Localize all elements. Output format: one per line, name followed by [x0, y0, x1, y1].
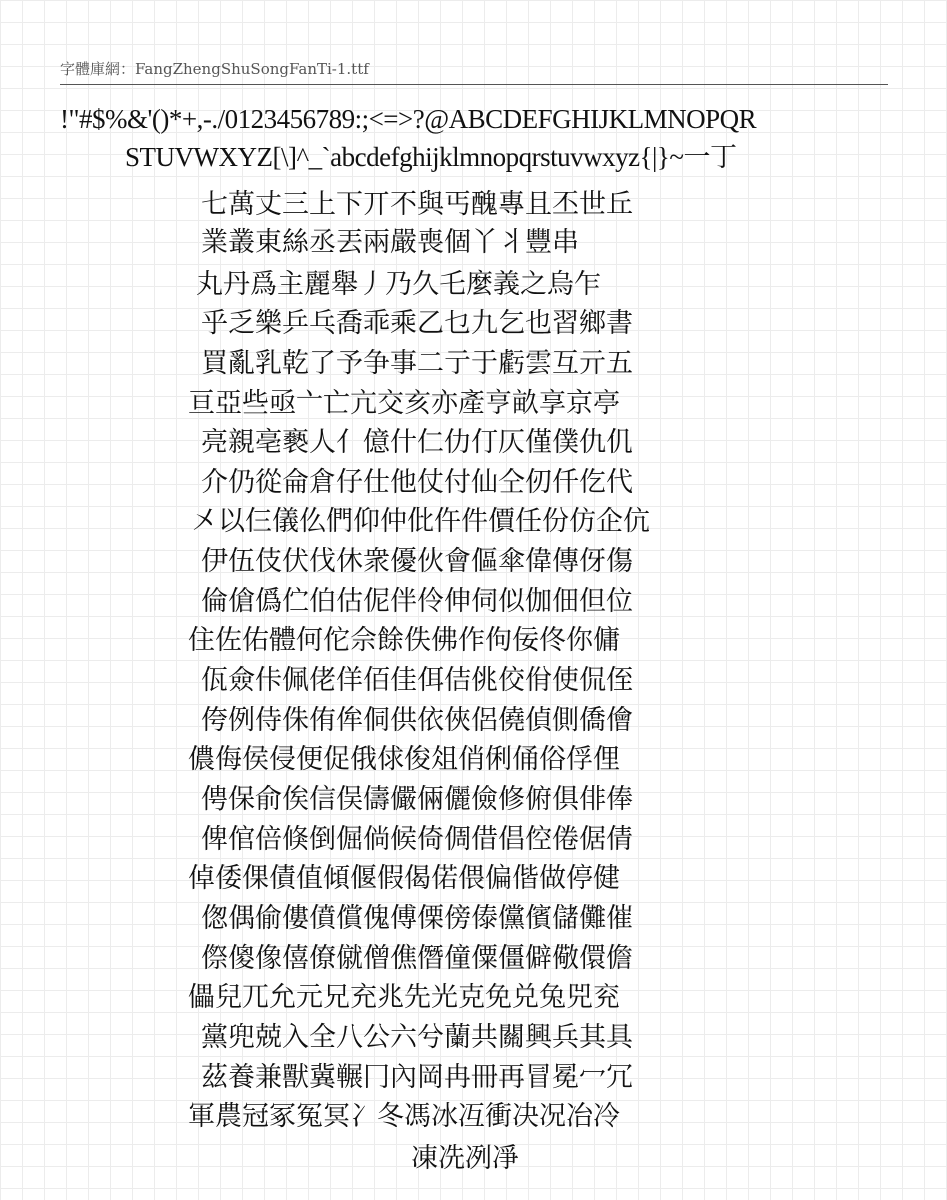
glyph-line-24: 黨兜兢入全八公六兮蘭共關興兵其具: [201, 1022, 633, 1053]
glyph-line-22: 傺傻像僖僚僦僧僬僭僮僳僵僻儆儇儋: [201, 943, 633, 974]
glyph-line-13: 倫傖僞伫伯估伲伴伶伸伺似伽佃但位: [201, 586, 633, 617]
glyph-line-21: 偬偶偷僂僨償傀傅傈傍傣儻儐儲儺催: [201, 903, 633, 934]
glyph-line-7: 買亂乳乾了予争事二亍于虧雲互亓五: [201, 348, 633, 379]
glyph-line-4: 業叢東絲丞丟兩嚴喪個丫丬豐串: [201, 227, 579, 258]
glyph-line-17: 儂侮侯侵便促俄俅俊俎俏俐俑俗俘俚: [188, 744, 620, 775]
glyph-line-26: 軍農冠冢冤冥冫冬馮冰冱衝决况冶冷: [188, 1101, 620, 1132]
glyph-line-15: 佤僉佧佩佬佯佰佳佴佶佻佼佾使侃侄: [201, 665, 633, 696]
glyph-line-2: STUVWXYZ[\]^_`abcdefghijklmnopqrstuvwxyz{|}~一丁: [125, 142, 737, 172]
glyph-line-27: 凍冼冽凈: [411, 1143, 519, 1174]
glyph-line-5: 丸丹爲主麗舉丿乃久乇麼義之烏乍: [196, 269, 601, 300]
glyph-line-20: 倬倭倮債值傾偃假偈偌偎偏偕做停健: [188, 863, 620, 894]
glyph-line-11: 㐅以仨儀仫們仰仲仳仵件價任份仿企伉: [191, 506, 650, 537]
glyph-line-25: 茲養兼獸冀冁冂內岡冉冊再冒冕冖冗: [201, 1062, 633, 1093]
glyph-line-12: 伊伍伎伏伐休衆優伙會傴傘偉傳伢傷: [201, 546, 633, 577]
glyph-line-19: 俾倌倍倏倒倔倘候倚倜借倡倥倦倨倩: [201, 824, 633, 855]
page-header: 字體庫網：FangZhengShuSongFanTi-1.ttf: [60, 60, 369, 78]
glyph-line-1: !"#$%&'()*+,-./0123456789:;<=>?@ABCDEFGHIJKLMNOPQR: [60, 104, 757, 134]
glyph-line-8: 亘亞些亟亠亡亢交亥亦產亨畝享京亭: [188, 388, 620, 419]
glyph-line-16: 侉例侍侏侑侔侗供依俠侶僥偵側僑儈: [201, 705, 633, 736]
glyph-line-23: 儡兒兀允元兄充兆先光克免兑兔兕兖: [188, 982, 620, 1013]
glyph-line-14: 住佐佑體何佗佘餘佚佛作佝佞佟你傭: [188, 625, 620, 656]
glyph-line-3: 七萬丈三上下丌不與丐醜專且丕世丘: [201, 189, 633, 220]
glyph-line-10: 介仍從侖倉仔仕他仗付仙仝仞仟仡代: [201, 467, 633, 498]
glyph-line-6: 乎乏樂乒乓喬乖乘乙乜九乞也習鄉書: [201, 308, 633, 339]
glyph-line-18: 俜保俞俟信俣儔儼倆儷儉修俯俱俳俸: [201, 784, 633, 815]
glyph-line-9: 亮親亳褻人亻億什仁仂仃仄僅僕仇仉: [201, 427, 633, 458]
header-divider: [60, 84, 888, 85]
